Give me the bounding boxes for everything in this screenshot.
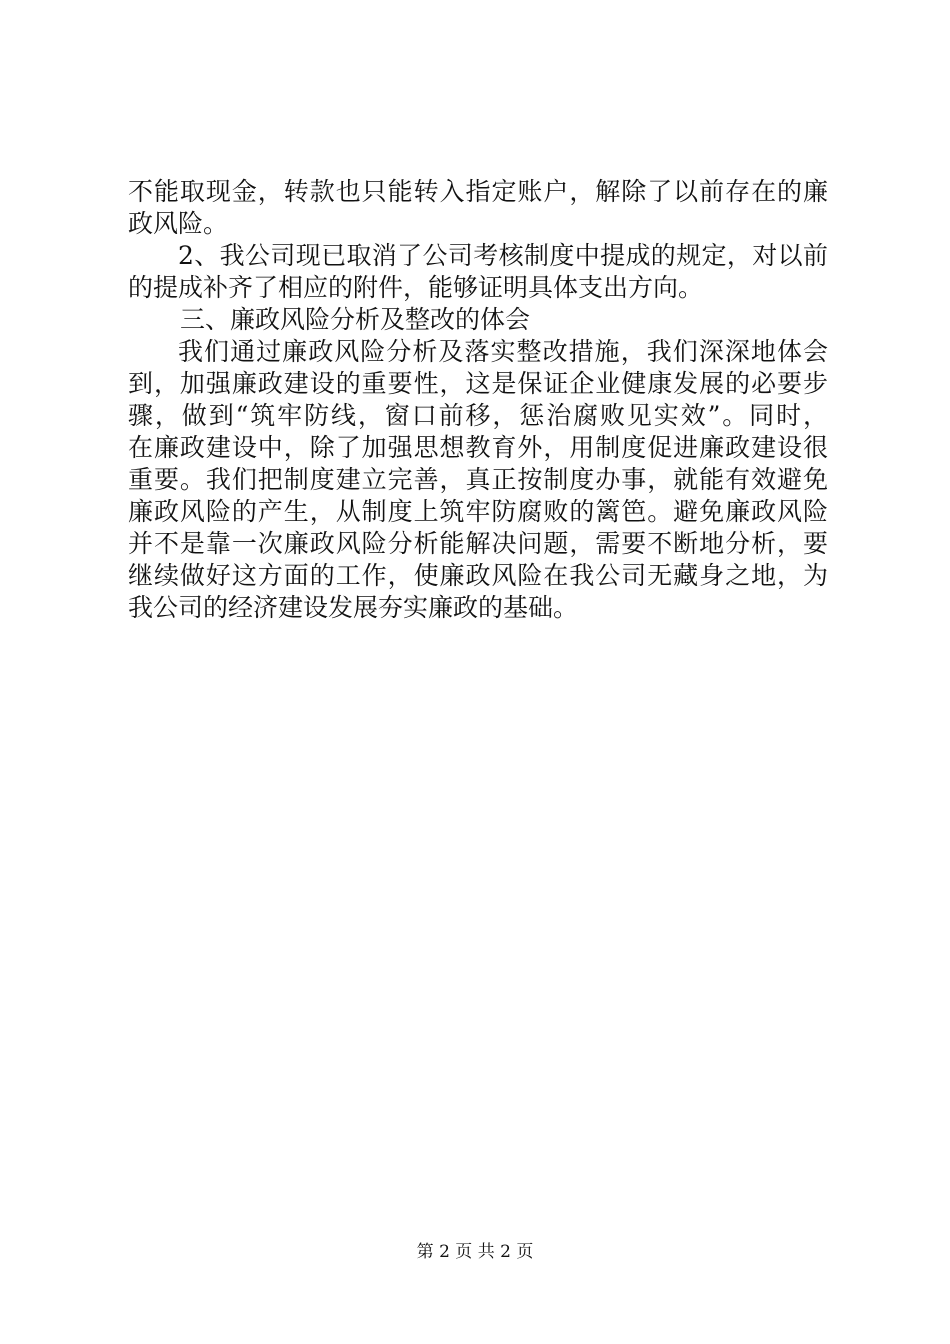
paragraph-3-line-4: 在廉政建设中，除了加强思想教育外，用制度促进廉政建设很 — [128, 433, 828, 462]
paragraph-3-line-7: 并不是靠一次廉政风险分析能解决问题，需要不断地分析，要 — [128, 529, 828, 558]
paragraph-3-line-2: 到，加强廉政建设的重要性，这是保证企业健康发展的必要步 — [128, 369, 828, 398]
paragraph-1-line-2: 政风险。 — [128, 209, 229, 238]
section-heading: 三、廉政风险分析及整改的体会 — [180, 305, 531, 334]
paragraph-1-line-1: 不能取现金，转款也只能转入指定账户，解除了以前存在的廉 — [128, 177, 828, 206]
paragraph-3-line-9: 我公司的经济建设发展夯实廉政的基础。 — [128, 593, 579, 622]
paragraph-3-line-3: 骤，做到“筑牢防线，窗口前移，惩治腐败见实效”。同时， — [128, 401, 828, 430]
paragraph-3-line-5: 重要。我们把制度建立完善，真正按制度办事，就能有效避免 — [128, 465, 828, 494]
document-body — [128, 176, 828, 624]
paragraph-2-line-2: 的提成补齐了相应的附件，能够证明具体支出方向。 — [128, 273, 704, 302]
paragraph-2-line-1: 2、我公司现已取消了公司考核制度中提成的规定，对以前 — [178, 241, 828, 270]
paragraph-3-line-6: 廉政风险的产生，从制度上筑牢防腐败的篱笆。避免廉政风险 — [128, 497, 828, 526]
page-number-footer: 第 2 页 共 2 页 — [416, 1242, 534, 1262]
paragraph-3-line-1: 我们通过廉政风险分析及落实整改措施，我们深深地体会 — [178, 337, 828, 366]
paragraph-3-line-8: 继续做好这方面的工作，使廉政风险在我公司无藏身之地，为 — [128, 561, 828, 590]
